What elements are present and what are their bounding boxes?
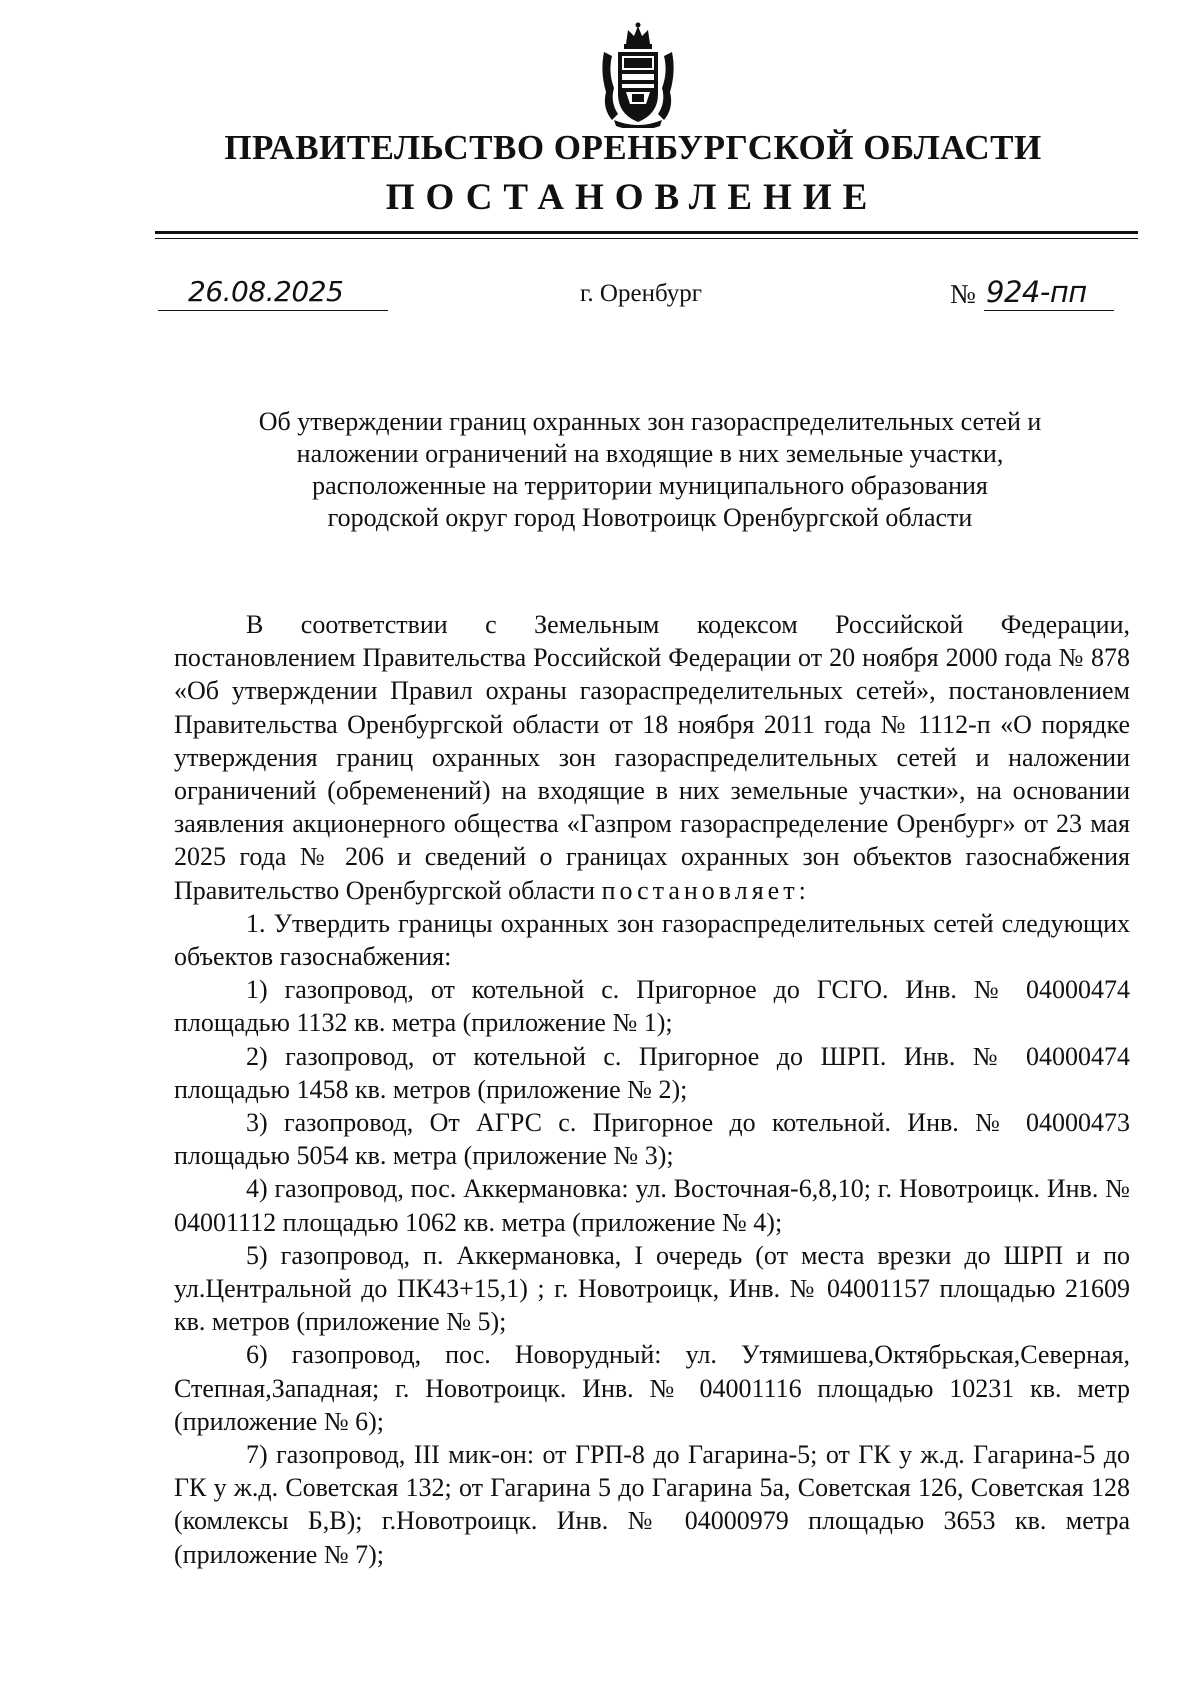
document-number-field	[950, 275, 1150, 315]
document-type-title: ПОСТАНОВЛЕНИЕ	[385, 177, 879, 218]
subject-line: Об утверждении границ охранных зон газораспределительных сетей и	[258, 407, 1042, 436]
header-divider-thin	[155, 238, 1138, 239]
subitem-paragraph: 3) газопровод, От АГРС с. Пригорное до котельной. Инв. № 04000473 площадью 5054 кв. метра (приложение № 3);	[174, 1108, 1130, 1171]
document-date: 26.08.2025	[188, 275, 344, 308]
document-body	[174, 608, 1130, 1571]
subitem-paragraph: 7) газопровод, III мик-он: от ГРП-8 до Гагарина-5; от ГК у ж.д. Гагарина-5 до ГК у ж.д. Советская 132; от Гагарина 5 до Гагарина 5а, Советская 126, Советская 128 (комлексы Б,В); г.Новотроицк. Инв. № 04000979 площадью 3653 кв. метра (приложение № 7);	[174, 1440, 1130, 1569]
subitem-paragraph: 1) газопровод, от котельной с. Пригорное до ГСГО. Инв. № 04000474 площадью 1132 кв. метра (приложение № 1);	[174, 975, 1130, 1038]
document-number: 924-пп	[986, 275, 1087, 309]
date-underline	[158, 310, 388, 311]
subject-line: наложении ограничений на входящие в них земельные участки,	[296, 439, 1004, 468]
subitem-paragraph: 5) газопровод, п. Аккермановка, I очередь (от места врезки до ШРП и по ул.Центральной до ПК43+15,1) ; г. Новотроицк, Инв. № 04001157 площадью 21609 кв. метров (приложение № 5);	[174, 1240, 1130, 1337]
coat-of-arms-emblem	[598, 22, 678, 128]
document-date-field	[158, 275, 388, 315]
number-sign: №	[950, 279, 976, 309]
preamble-verb: постановляет:	[601, 875, 810, 905]
header-divider-thick	[155, 231, 1138, 234]
subject-line: городской округ город Новотроицк Оренбургской области	[327, 503, 973, 532]
item-paragraph: 1. Утвердить границы охранных зон газораспределительных сетей следующих объектов газоснабжения:	[174, 908, 1130, 972]
preamble-text: В соответствии с Земельным кодексом Российской Федерации, постановлением Правительства Российской Федерации от 20 ноября 2000 года № 878 «Об утверждении Правил охраны газораспределительных сетей», постановлением Правительства Оренбургской области от 18 ноября 2011 года № 1112-п «О порядке утверждения границ охранных зон газораспределительных сетей и наложении ограничений (обременений) на входящие в них земельные участки», на основании заявления акционерного общества «Газпром газораспределение Оренбург» от 23 мая 2025 года № 206 и сведений о границах охранных зон объектов газоснабжения Правительство Оренбургской области	[174, 610, 1130, 905]
subject-line: расположенные на территории муниципального образования	[312, 471, 988, 500]
number-underline	[984, 310, 1114, 311]
government-title: ПРАВИТЕЛЬСТВО ОРЕНБУРГСКОЙ ОБЛАСТИ	[224, 128, 1042, 167]
preamble-paragraph	[174, 608, 1130, 907]
subitem-paragraph: 2) газопровод, от котельной с. Пригорное до ШРП. Инв. № 04000474 площадью 1458 кв. метров (приложение № 2);	[174, 1041, 1130, 1104]
document-subject	[170, 406, 1130, 534]
subitem-paragraph: 4) газопровод, пос. Аккермановка: ул. Восточная-6,8,10; г. Новотроицк. Инв. № 04001112 площадью 1062 кв. метра (приложение № 4);	[174, 1174, 1130, 1237]
subitem-paragraph: 6) газопровод, пос. Новорудный: ул. Утямишева,Октябрьская,Северная, Степная,Западная; г. Новотроицк. Инв. № 04001116 площадью 10231 кв. метр (приложение № 6);	[174, 1340, 1130, 1436]
document-city: г. Оренбург	[580, 280, 702, 307]
